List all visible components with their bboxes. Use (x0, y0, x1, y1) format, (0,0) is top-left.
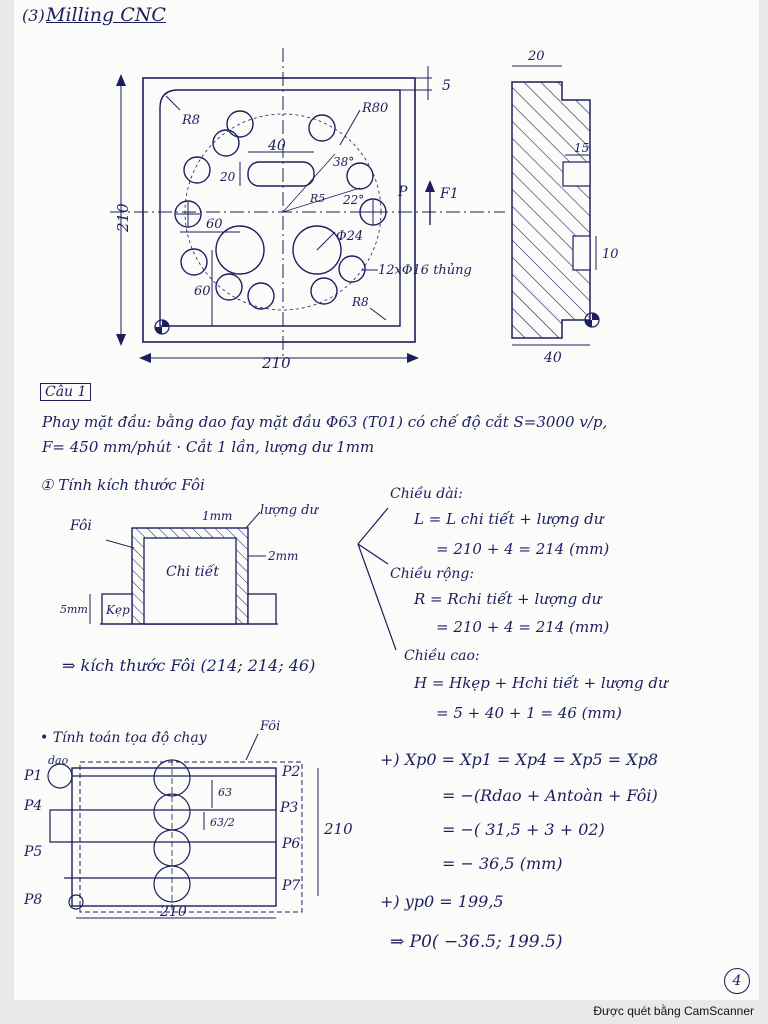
calc-width-label: Chiều rộng: (390, 566, 475, 582)
milling-description-2: F= 450 mm/phút · Cắt 1 lần, lượng dư 1mm (42, 438, 375, 456)
label-foi: Fôi (70, 518, 92, 534)
toolpath-title: • Tính toán tọa độ chạy (40, 730, 207, 746)
calc-height-2: = 5 + 40 + 1 = 46 (mm) (436, 704, 622, 722)
calc-length-label: Chiều dài: (390, 486, 463, 502)
dim-section-15: 15 (574, 141, 590, 155)
dim-60-horizontal: 60 (206, 217, 223, 232)
dim-section-40: 40 (544, 350, 562, 366)
calc-width-2: = 210 + 4 = 214 (mm) (436, 618, 610, 636)
hole (311, 278, 337, 304)
page-title: Milling CNC (46, 4, 166, 26)
label-2mm: 2mm (268, 549, 299, 563)
force-f1: F1 (440, 186, 459, 202)
hole (184, 157, 210, 183)
coord-line-6: ⇒ P0( −36.5; 199.5) (390, 932, 563, 952)
dim-height-210: 210 (114, 203, 132, 232)
label-luong-du: lượng dư (260, 503, 318, 518)
point-p2: P2 (282, 764, 301, 780)
label-foi-toolpath: Fôi (260, 720, 281, 734)
coord-line-4: = − 36,5 (mm) (442, 854, 563, 873)
coord-line-1: +) Xp0 = Xp1 = Xp4 = Xp5 = Xp8 (380, 750, 659, 769)
calc-length-1: L = L chi tiết + lượng dư (414, 510, 604, 528)
dim-r8-bottom: R8 (352, 295, 369, 309)
toolpath-diagram (20, 720, 360, 920)
section-number: (3) (22, 6, 45, 25)
dim-toolpath-210-horizontal: 210 (160, 904, 187, 920)
dim-60-vertical: 60 (194, 284, 211, 299)
point-p4: P4 (24, 798, 43, 814)
label-1mm: 1mm (202, 509, 233, 523)
milling-description-1: Phay mặt đầu: bằng dao fay mặt đầu Φ63 (T01) có chế độ cắt S=3000 v/p, (42, 413, 608, 431)
dim-r8-top: R8 (182, 113, 201, 128)
bore-left (216, 226, 264, 274)
calc-height-label: Chiều cao: (404, 648, 480, 664)
coord-line-2: = −(Rdao + Antoàn + Fôi) (442, 786, 658, 805)
label-dao: dao (48, 754, 69, 767)
point-p7: P7 (282, 878, 301, 894)
point-p5: P5 (24, 844, 43, 860)
dim-slot-20: 20 (220, 170, 236, 184)
dim-width-210: 210 (262, 354, 291, 372)
part-drawing (0, 0, 768, 390)
calc-width-1: R = Rchi tiết + lượng dư (414, 590, 602, 608)
item-1-title: ① Tính kích thước Fôi (40, 476, 205, 494)
point-p8: P8 (24, 892, 43, 908)
dim-top-5: 5 (442, 78, 451, 94)
hole (213, 130, 239, 156)
dim-section-20: 20 (528, 49, 545, 64)
coord-line-5: +) yp0 = 199,5 (380, 892, 504, 911)
point-p3: P3 (280, 800, 299, 816)
scanner-footer: Được quét bằng CamScanner (593, 1004, 754, 1018)
hole (248, 283, 274, 309)
coord-line-3: = −( 31,5 + 3 + 02) (442, 820, 605, 839)
calc-height-1: H = Hkẹp + Hchi tiết + lượng dư (414, 674, 668, 692)
dim-63: 63 (218, 786, 232, 799)
dim-slot-40: 40 (268, 138, 286, 154)
blank-size-result: ⇒ kích thước Fôi (214; 214; 46) (62, 656, 316, 675)
dim-holes: 12xΦ16 thủng (378, 263, 472, 278)
label-5mm: 5mm (60, 603, 88, 616)
dim-section-10: 10 (602, 247, 619, 262)
page-number: 4 (724, 968, 750, 994)
slot (248, 162, 314, 186)
point-p6: P6 (282, 836, 301, 852)
label-kep: Kẹp (106, 603, 130, 617)
calc-length-2: = 210 + 4 = 214 (mm) (436, 540, 610, 558)
hole (339, 256, 365, 282)
dim-63-2: 63/2 (210, 816, 235, 829)
dim-dia24: Φ24 (336, 229, 364, 244)
question-label: Câu 1 (40, 383, 91, 401)
dim-angle-22: 22° (343, 193, 365, 207)
point-p: P (398, 184, 408, 200)
hole (309, 115, 335, 141)
section-view (512, 82, 590, 338)
point-p1: P1 (24, 768, 43, 784)
dim-angle-38: 38° (333, 155, 355, 169)
dim-toolpath-210-vertical: 210 (324, 820, 353, 838)
label-chi-tiet: Chi tiết (166, 564, 219, 580)
dim-r80: R80 (362, 101, 389, 116)
dim-r5: R5 (310, 192, 326, 205)
blank-diagram (60, 498, 360, 648)
